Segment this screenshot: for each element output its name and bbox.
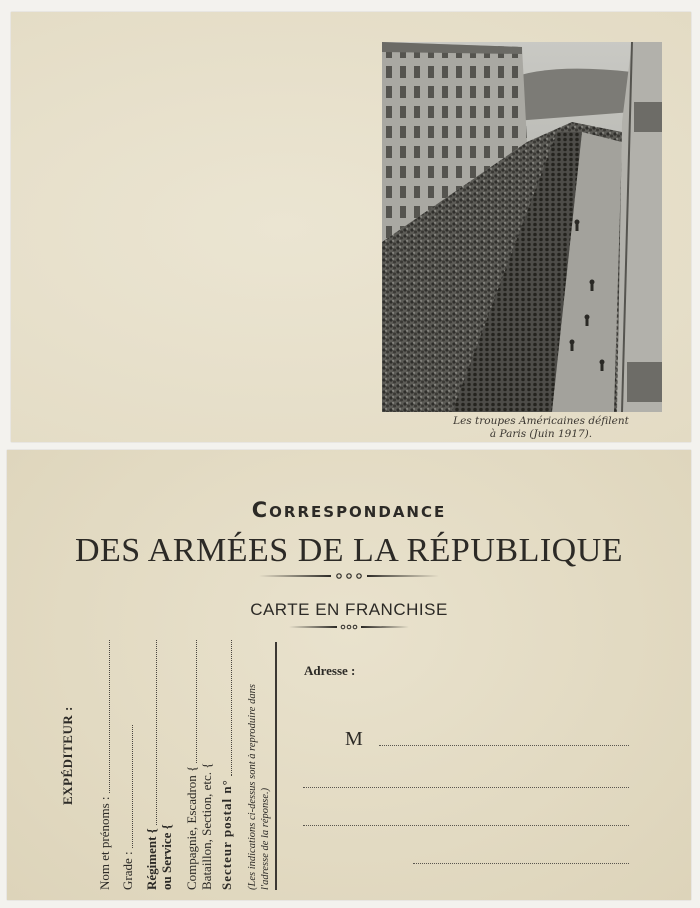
caption-line-1: Les troupes Américaines défilent: [453, 415, 629, 427]
field-compagnie[interactable]: Compagnie, Escadron {: [184, 640, 200, 890]
photo-caption: [441, 415, 641, 441]
field-regiment[interactable]: Régiment {: [144, 640, 160, 890]
sender-heading: EXPÉDITEUR :: [60, 706, 75, 805]
note-line-1: (Les indications ci-dessus sont à reproduire dans: [246, 684, 258, 890]
field-service: ou Service {: [159, 824, 174, 890]
postcard-back: [7, 450, 691, 900]
note-line-2: l'adresse de la réponse.): [259, 787, 271, 890]
postcard-front: [11, 12, 691, 442]
field-nom-prenoms[interactable]: Nom et prénoms :: [97, 640, 113, 890]
field-bataillon: Bataillon, Section, etc. {: [199, 762, 214, 890]
subtitle-carte-franchise: CARTE EN FRANCHISE: [250, 600, 448, 619]
field-grade[interactable]: Grade :: [120, 725, 136, 890]
title-correspondance: Correspondance: [251, 498, 447, 522]
address-line-2[interactable]: [303, 787, 629, 788]
parade-photo: [382, 42, 662, 412]
address-m: M: [345, 728, 363, 750]
caption-line-2: à Paris (Juin 1917).: [489, 428, 593, 440]
address-line-4[interactable]: [413, 863, 629, 864]
ornament-rule-1: [259, 571, 439, 581]
field-secteur-postal[interactable]: Secteur postal n°: [219, 640, 235, 890]
address-line-3[interactable]: [303, 825, 629, 826]
address-line-1[interactable]: [379, 745, 629, 746]
parade-photo-image: [382, 42, 662, 412]
divider-line: [275, 642, 277, 890]
ornament-rule-2: [289, 623, 409, 631]
address-label: Adresse :: [304, 663, 356, 678]
title-armees: DES ARMÉES DE LA RÉPUBLIQUE: [74, 532, 624, 569]
